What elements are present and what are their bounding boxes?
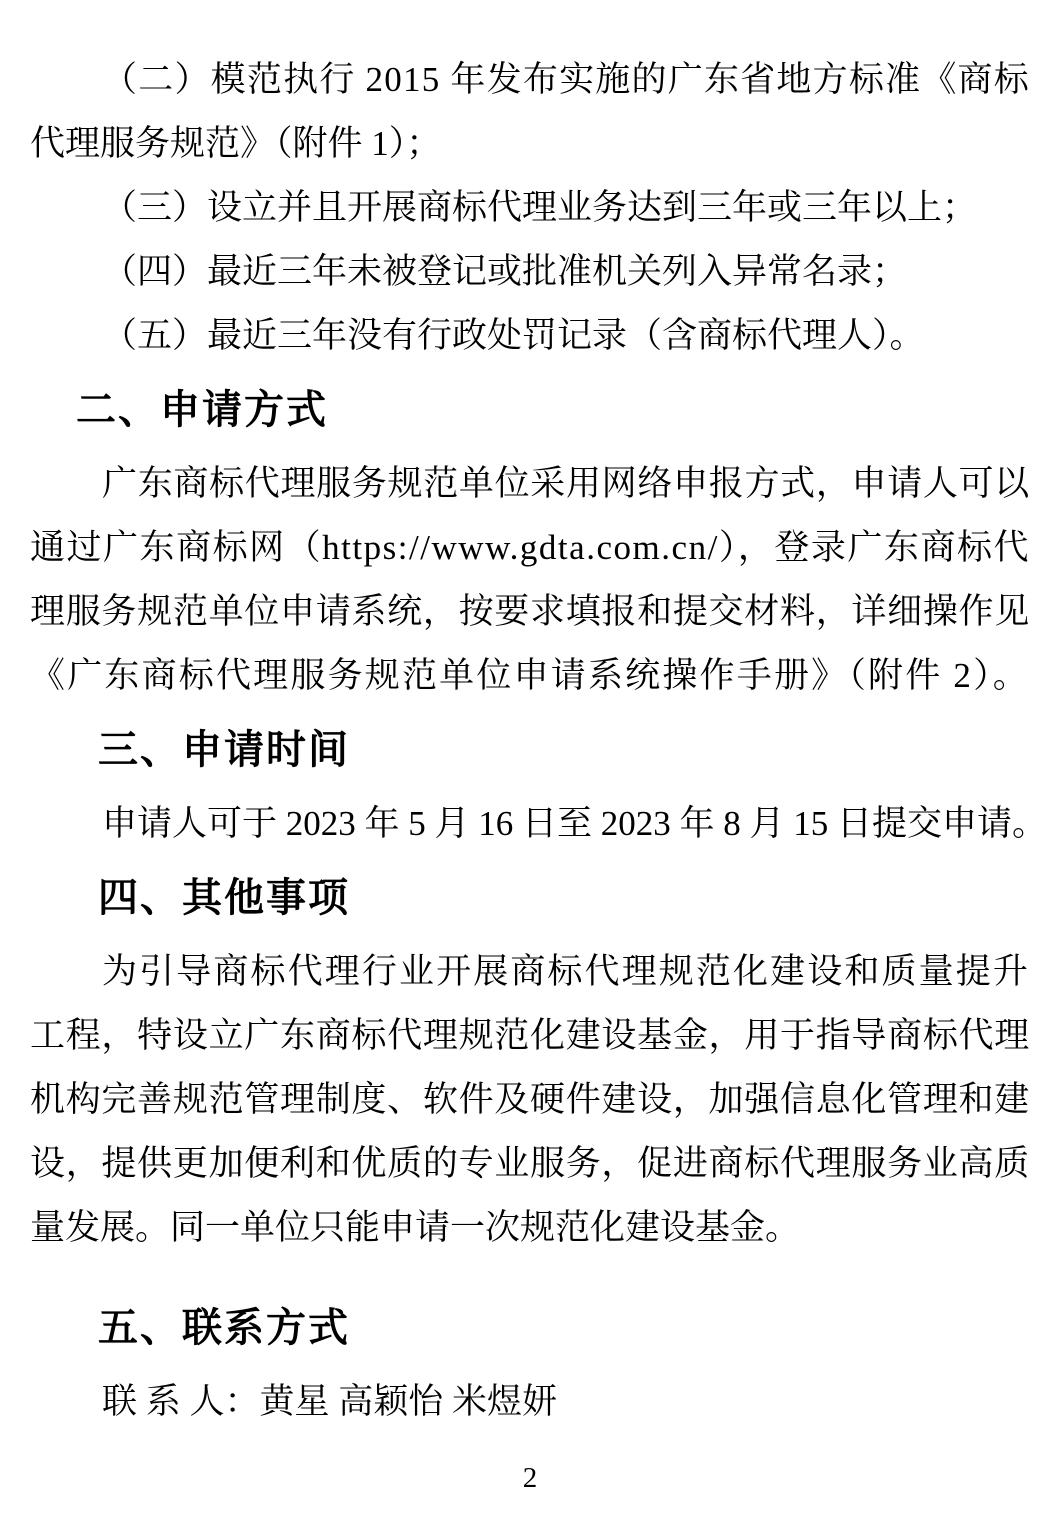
text-line-content: 通过广东商标网（https://www.gdta.com.cn/），登录广东商标代 [30, 528, 1030, 567]
text-line-content: 广东商标代理服务规范单位采用网络申报方式，申请人可以 [102, 464, 1030, 503]
text-line [30, 112, 1030, 176]
text-line-content: 设，提供更加便利和优质的专业服务，促进商标代理服务业高质 [30, 1144, 1030, 1183]
section-heading-text: 五、联系方式 [98, 1306, 350, 1350]
text-line-content: （三）设立并且开展商标代理业务达到三年或三年以上； [102, 188, 978, 227]
text-line-content: （五）最近三年没有行政处罚记录（含商标代理人）。 [102, 316, 925, 355]
text-line-content: （四）最近三年未被登记或批准机关列入异常名录； [102, 252, 908, 291]
section-heading-text: 二、申请方式 [76, 388, 328, 432]
text-line [30, 240, 1030, 304]
text-line [30, 1132, 1030, 1196]
page-number [30, 1458, 1030, 1498]
text-line [30, 1196, 1030, 1260]
text-line-content: 为引导商标代理行业开展商标代理规范化建设和质量提升 [102, 952, 1030, 991]
text-line-content: 联 系 人：黄星 高颖怡 米煜妍 [102, 1382, 558, 1421]
text-line-content: 理服务规范单位申请系统，按要求填报和提交材料，详细操作见 [30, 592, 1030, 631]
text-line [30, 1370, 1030, 1434]
text-line [30, 452, 1030, 516]
section-heading-contact [30, 1296, 1030, 1360]
text-line-content: 量发展。同一单位只能申请一次规范化建设基金。 [30, 1208, 801, 1247]
text-line-content: 代理服务规范》（附件 1）； [30, 124, 442, 163]
text-line [30, 644, 1030, 708]
page-number-text: 2 [522, 1462, 538, 1494]
section-heading-text: 三、申请时间 [98, 728, 350, 772]
text-line [30, 940, 1030, 1004]
text-line-content: （二）模范执行 2015 年发布实施的广东省地方标准《商标 [102, 60, 1030, 99]
section-heading-other-matters [30, 866, 1030, 930]
text-line-content: 工程，特设立广东商标代理规范化建设基金，用于指导商标代理 [30, 1016, 1030, 1055]
text-line-content: 申请人可于 2023 年 5 月 16 日至 2023 年 8 月 15 日提交申请。 [102, 804, 1048, 843]
text-line-content: 《广东商标代理服务规范单位申请系统操作手册》（附件 2）。 [30, 656, 1030, 695]
section-heading-text: 四、其他事项 [98, 876, 350, 920]
text-line [30, 792, 1048, 856]
text-line [30, 1068, 1030, 1132]
text-line [30, 48, 1030, 112]
text-line [30, 176, 1030, 240]
section-heading-application-method [30, 378, 1030, 442]
text-line [30, 304, 1030, 368]
text-line-content: 机构完善规范管理制度、软件及硬件建设，加强信息化管理和建 [30, 1080, 1030, 1119]
text-line [30, 1004, 1030, 1068]
text-line [30, 580, 1030, 644]
section-heading-application-time [30, 718, 1030, 782]
text-line [30, 516, 1030, 580]
